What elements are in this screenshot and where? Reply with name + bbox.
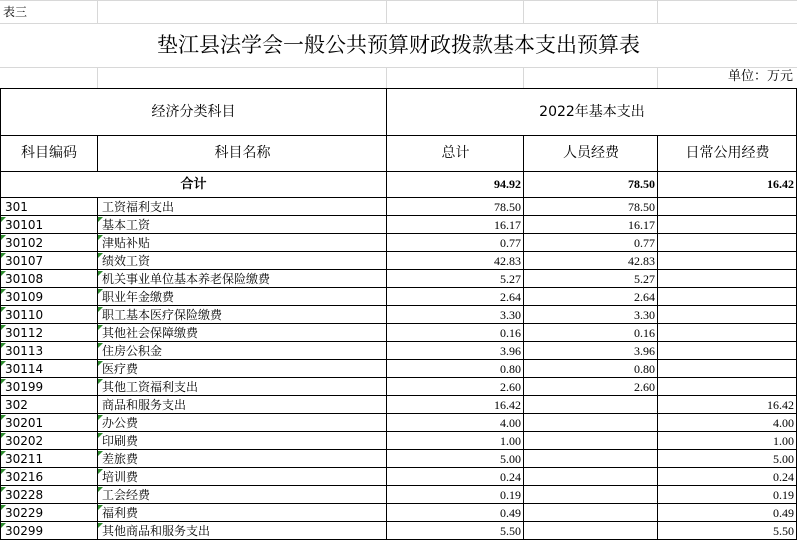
gridline (97, 0, 98, 23)
row-code: 30110 (5, 308, 44, 322)
row-public: 0.49 (773, 506, 794, 520)
gridline (386, 0, 387, 23)
row-code: 30299 (5, 524, 44, 538)
row-personnel: 2.64 (634, 290, 655, 304)
gridline (386, 67, 387, 88)
text-flag-icon (98, 271, 103, 276)
row-name: 津贴补贴 (102, 236, 151, 250)
text-flag-icon (98, 451, 103, 456)
row-code: 30109 (5, 290, 44, 304)
text-flag-icon (1, 361, 6, 366)
row-name: 商品和服务支出 (102, 398, 187, 412)
text-flag-icon (1, 433, 6, 438)
border (0, 171, 797, 172)
row-name: 其他商品和服务支出 (102, 524, 211, 538)
row-name: 基本工资 (102, 218, 151, 232)
text-flag-icon (1, 289, 6, 294)
row-total: 4.00 (500, 416, 521, 430)
row-personnel: 3.30 (634, 308, 655, 322)
text-flag-icon (1, 307, 6, 312)
row-public: 5.00 (773, 452, 794, 466)
row-name: 培训费 (102, 470, 139, 484)
row-name: 办公费 (102, 416, 139, 430)
header-code: 科目编码 (21, 145, 77, 161)
row-name: 工资福利支出 (102, 200, 175, 214)
header-name: 科目名称 (214, 145, 271, 161)
row-personnel: 42.83 (628, 254, 655, 268)
row-name: 职工基本医疗保险缴费 (102, 308, 223, 322)
row-code: 30199 (5, 380, 44, 394)
row-personnel: 0.80 (634, 362, 655, 376)
row-total: 42.83 (494, 254, 521, 268)
row-total: 0.24 (500, 470, 521, 484)
row-code: 30229 (5, 506, 44, 520)
row-name: 医疗费 (102, 362, 139, 376)
total-row-total: 94.92 (494, 177, 521, 191)
row-total: 16.17 (494, 218, 521, 232)
row-name: 其他社会保障缴费 (102, 326, 199, 340)
row-total: 5.00 (500, 452, 521, 466)
row-code: 30228 (5, 488, 44, 502)
row-name: 住房公积金 (102, 344, 163, 358)
header-personnel: 人员经费 (563, 145, 619, 161)
text-flag-icon (98, 505, 103, 510)
gridline (657, 0, 658, 23)
total-row-label: 合计 (180, 177, 207, 192)
text-flag-icon (1, 469, 6, 474)
gridline (657, 67, 658, 88)
unit-label: 单位：万元 (727, 69, 793, 84)
text-flag-icon (1, 271, 6, 276)
text-flag-icon (98, 253, 103, 258)
text-flag-icon (98, 217, 103, 222)
row-total: 16.42 (494, 398, 521, 412)
row-code: 30101 (5, 218, 44, 232)
row-code: 30202 (5, 434, 44, 448)
gridline (0, 67, 797, 68)
text-flag-icon (1, 343, 6, 348)
row-code: 30201 (5, 416, 44, 430)
row-name: 印刷费 (102, 434, 139, 448)
row-code: 30108 (5, 272, 44, 286)
row-personnel: 0.77 (634, 236, 655, 250)
row-name: 绩效工资 (102, 254, 151, 268)
text-flag-icon (1, 523, 6, 528)
text-flag-icon (1, 217, 6, 222)
row-personnel: 16.17 (628, 218, 655, 232)
row-personnel: 2.60 (634, 380, 655, 394)
text-flag-icon (98, 469, 103, 474)
row-total: 5.50 (500, 524, 521, 538)
row-total: 2.60 (500, 380, 521, 394)
row-total: 0.80 (500, 362, 521, 376)
row-personnel: 78.50 (628, 200, 655, 214)
text-flag-icon (1, 235, 6, 240)
row-personnel: 5.27 (634, 272, 655, 286)
row-code: 302 (5, 398, 28, 412)
text-flag-icon (1, 253, 6, 258)
row-name: 其他工资福利支出 (102, 380, 199, 394)
text-flag-icon (98, 379, 103, 384)
text-flag-icon (98, 361, 103, 366)
gridline (523, 0, 524, 23)
row-personnel: 3.96 (634, 344, 655, 358)
text-flag-icon (1, 487, 6, 492)
text-flag-icon (98, 235, 103, 240)
row-public: 0.24 (773, 470, 794, 484)
row-total: 78.50 (494, 200, 521, 214)
row-code: 30211 (5, 452, 44, 466)
text-flag-icon (98, 487, 103, 492)
row-public: 16.42 (767, 398, 794, 412)
row-public: 4.00 (773, 416, 794, 430)
row-code: 301 (5, 200, 28, 214)
gridline (0, 0, 797, 1)
gridline (523, 67, 524, 88)
row-total: 2.64 (500, 290, 521, 304)
text-flag-icon (98, 343, 103, 348)
row-code: 30114 (5, 362, 44, 376)
row-code: 30102 (5, 236, 44, 250)
row-total: 0.16 (500, 326, 521, 340)
row-public: 0.19 (773, 488, 794, 502)
text-flag-icon (1, 505, 6, 510)
header-basic-expenditure-2022: 2022年基本支出 (539, 104, 645, 120)
row-code: 30107 (5, 254, 44, 268)
text-flag-icon (1, 379, 6, 384)
row-name: 机关事业单位基本养老保险缴费 (102, 272, 271, 286)
row-total: 0.19 (500, 488, 521, 502)
row-public: 5.50 (773, 524, 794, 538)
row-total: 0.49 (500, 506, 521, 520)
row-code: 30112 (5, 326, 44, 340)
row-code: 30216 (5, 470, 44, 484)
sheet-label: 表三 (3, 5, 28, 19)
total-row-personnel: 78.50 (628, 177, 655, 191)
row-personnel: 0.16 (634, 326, 655, 340)
row-total: 3.30 (500, 308, 521, 322)
total-row-public: 16.42 (767, 177, 794, 191)
row-total: 0.77 (500, 236, 521, 250)
row-name: 职业年金缴费 (102, 290, 175, 304)
border (97, 135, 98, 171)
row-total: 5.27 (500, 272, 521, 286)
text-flag-icon (98, 289, 103, 294)
row-name: 工会经费 (102, 488, 151, 502)
text-flag-icon (98, 415, 103, 420)
gridline (97, 67, 98, 88)
row-total: 1.00 (500, 434, 521, 448)
row-public: 1.00 (773, 434, 794, 448)
text-flag-icon (98, 325, 103, 330)
page-title: 垫江县法学会一般公共预算财政拨款基本支出预算表 (157, 33, 640, 57)
header-total: 总计 (441, 145, 470, 161)
text-flag-icon (1, 451, 6, 456)
border (0, 88, 797, 89)
header-economic-category: 经济分类科目 (151, 104, 236, 120)
row-name: 福利费 (102, 506, 139, 520)
text-flag-icon (98, 523, 103, 528)
row-total: 3.96 (500, 344, 521, 358)
row-code: 30113 (5, 344, 44, 358)
text-flag-icon (1, 415, 6, 420)
row-name: 差旅费 (102, 452, 139, 466)
text-flag-icon (98, 433, 103, 438)
border (0, 135, 797, 136)
text-flag-icon (98, 307, 103, 312)
header-public: 日常公用经费 (685, 145, 770, 161)
text-flag-icon (1, 325, 6, 330)
